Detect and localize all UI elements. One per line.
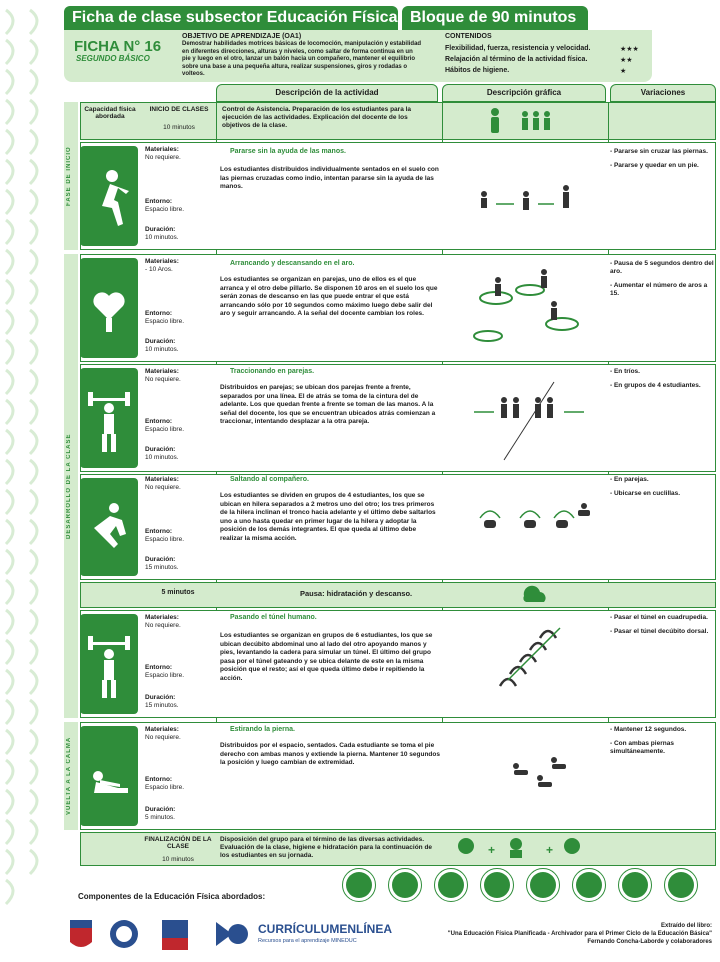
weightlifter-icon	[80, 368, 138, 468]
jumping-icon	[80, 478, 138, 576]
materials-label: Materiales:	[145, 726, 179, 733]
svg-text:+: +	[546, 843, 554, 857]
component-badge	[388, 868, 422, 902]
activity-graphic	[444, 748, 608, 798]
section-start-label: FASE DE INICIO	[66, 146, 72, 206]
page-title: Ficha de clase subsector Educación Física	[64, 6, 398, 30]
duration-value: 15 minutos.	[145, 564, 179, 571]
duration	[145, 446, 213, 462]
credit-line: Fernando Concha-Laborde y colaboradores	[587, 939, 712, 945]
space-value: Espacio libre.	[145, 784, 185, 791]
variations	[610, 726, 714, 762]
duration	[145, 694, 213, 710]
column-activity: Descripción de la actividad	[216, 84, 438, 102]
activity-title: Saltando al compañero.	[230, 476, 309, 483]
space	[145, 418, 213, 434]
materials-value: No requiere.	[145, 622, 181, 629]
variation-item: - Pararse y quedar en un pie.	[610, 162, 699, 169]
pause-text: Pausa: hidratación y descanso.	[300, 589, 413, 598]
space-label: Entorno:	[145, 664, 173, 671]
component-icon	[622, 872, 648, 898]
activity-text: Los estudiantes se dividen en grupos de 4 estudiantes, los que se ubican en hilera separados a 2 metros uno del otro; los tres primeros de la hilera inclinan el tronco hacia adelante y el último debe saltarlos uno a uno hasta quedar en primer lugar de la hilera y adoptar la posición de los demás integrantes. El que queda al último debe realizar la misma acción.	[220, 492, 436, 542]
water-icon	[520, 584, 550, 606]
objective-title: OBJETIVO DE APRENDIZAJE (OA1)	[182, 33, 302, 40]
materials-label: Materiales:	[145, 476, 179, 483]
variation-item: - En tríos.	[610, 368, 640, 375]
variation-item: - En grupos de 4 estudiantes.	[610, 382, 701, 389]
component-icon	[530, 872, 556, 898]
activity-title: Arrancando y descansando en el aro.	[230, 260, 355, 267]
space-label: Entorno:	[145, 310, 173, 317]
variations	[610, 260, 714, 304]
activity-text: Distribuidos en parejas; se ubican dos parejas frente a frente, separados por una línea. El de atrás se toma de la cintura del de adelante. Los que quedan frente a frente se toman de las manos. A la señal del docente, los que se encuentran ubicados atrás comienzan a traccionar, intentando desplazar a la otra pareja.	[220, 384, 436, 425]
space-value: Espacio libre.	[145, 536, 185, 543]
space-label: Entorno:	[145, 418, 173, 425]
heart-icon	[80, 258, 138, 358]
component-badge	[342, 868, 376, 902]
duration	[145, 556, 213, 572]
ind-logo	[110, 920, 138, 948]
space-value: Espacio libre.	[145, 206, 185, 213]
final-time: 10 minutos	[162, 856, 194, 863]
component-badge	[434, 868, 468, 902]
materials	[145, 368, 213, 384]
materials-label: Materiales:	[145, 258, 179, 265]
content-item: Relajación al término de la actividad física.	[445, 56, 588, 63]
activity-graphic	[444, 180, 608, 230]
variations	[610, 148, 714, 176]
activity-text: Los estudiantes distribuidos individualmente sentados en el suelo con las piernas cruzadas como indio, intentan pararse sin la ayuda de las manos.	[220, 166, 439, 190]
components-row	[342, 866, 720, 904]
space-label: Entorno:	[145, 776, 173, 783]
variation-item: - Pararse sin cruzar las piernas.	[610, 148, 708, 155]
component-icon	[668, 872, 694, 898]
credit-line: "Una Educación Física Planificada - Archivador para el Primer Ciclo de la Educación Básica"	[447, 931, 712, 937]
variation-item: - Pasar el túnel en cuadrupedia.	[610, 614, 708, 621]
duration-value: 10 minutos.	[145, 234, 179, 241]
ministerio-logo	[162, 920, 188, 950]
content-level: ★★	[620, 57, 633, 64]
materials-label: Materiales:	[145, 614, 179, 621]
activity-graphic	[444, 614, 608, 714]
component-badge	[618, 868, 652, 902]
space	[145, 310, 213, 326]
variations	[610, 476, 714, 504]
materials-value: No requiere.	[145, 376, 181, 383]
component-icon	[438, 872, 464, 898]
materials-label: Materiales:	[145, 146, 179, 153]
column-graphic: Descripción gráfica	[442, 84, 606, 102]
column-variations: Variaciones	[610, 84, 716, 102]
components-title: Componentes de la Educación Física abordados:	[78, 892, 266, 901]
section-development-label: DESARROLLO DE LA CLASE	[66, 433, 72, 539]
intro-graphic	[480, 106, 560, 136]
intro-text: Control de Asistencia. Preparación de los estudiantes para la ejecución de las actividades. Explicación del docente de los objetivos de la clase.	[222, 106, 412, 129]
intro-time: 10 minutos	[163, 124, 195, 131]
activity-title: Estirando la pierna.	[230, 726, 295, 733]
content-level: ★★★	[620, 46, 639, 53]
objective-text: Demostrar habilidades motrices básicas de locomoción, manipulación y estabilidad en diferentes direcciones, alturas y niveles, como saltar de forma continua en un pie y luego en el otro, lanzar un balón hacia un compañero, mantener el equilibrio sobre una base a una pequeña altura, realizar suspensiones, giros y rodadas o volteos.	[182, 41, 422, 77]
activity-text: Los estudiantes se organizan en grupos de 6 estudiantes, los que se ubican decúbito abdominal uno al lado del otro apoyando manos y pies, levantando la cadera para simular un túnel. El último del grupo pasa por el túnel gateando y se ubica delante de este en la misma posición que el resto; así el que queda último debe ir repitiendo la acción.	[220, 632, 433, 682]
space	[145, 664, 213, 680]
book-credit	[382, 922, 712, 946]
pause-time: 5 minutos	[161, 589, 195, 596]
space	[145, 776, 213, 792]
credit-line: Extraído del libro:	[660, 923, 712, 929]
activity-title: Traccionando en parejas.	[230, 368, 315, 375]
capacity-header: Capacidad física abordada	[84, 106, 136, 120]
variation-item: - Pausa de 5 segundos dentro del aro.	[610, 260, 714, 275]
component-badge	[526, 868, 560, 902]
activity-graphic	[444, 262, 608, 356]
final-text: Disposición del grupo para el término de las diversas actividades. Evaluación de la clase, higiene e hidratación para la continuación de los estudiantes en su jornada.	[220, 836, 433, 859]
curriculum-name: CURRÍCULUMENLÍNEA	[258, 922, 392, 936]
variation-item: - En parejas.	[610, 476, 649, 483]
duration-value: 10 minutos.	[145, 454, 179, 461]
duration-label: Duración:	[145, 806, 176, 813]
duration-value: 15 minutos.	[145, 702, 179, 709]
materials	[145, 146, 213, 162]
variation-item: - Con ambas piernas simultáneamente.	[610, 740, 674, 755]
variation-item: - Aumentar el número de aros a 15.	[610, 282, 708, 297]
component-icon	[346, 872, 372, 898]
component-icon	[484, 872, 510, 898]
running-icon	[80, 146, 138, 246]
materials-label: Materiales:	[145, 368, 179, 375]
space-value: Espacio libre.	[145, 426, 185, 433]
activity-text: Distribuidos por el espacio, sentados. Cada estudiante se toma el pie derecho con ambas manos y extiende la pierna. Mantener 10 segundos la posición y luego cambian de extremidad.	[220, 742, 440, 766]
activity-title: Pararse sin la ayuda de las manos.	[230, 148, 346, 155]
space	[145, 528, 213, 544]
component-badge	[664, 868, 698, 902]
stretching-icon	[80, 726, 138, 826]
materials	[145, 258, 213, 274]
space-value: Espacio libre.	[145, 672, 185, 679]
variations	[610, 614, 714, 642]
materials-value: No requiere.	[145, 484, 181, 491]
svg-text:+: +	[488, 843, 496, 857]
activity-text: Los estudiantes se organizan en parejas, uno de ellos es el que arranca y el otro debe pillarlo. Se disponen 10 aros en el suelo los que serán zonas de descanso en las que puede entrar el que está arrancando sólo por 10 segundos como máximo luego debe salir del aro y seguir arrancando. A la señal del docente cambian los roles.	[220, 276, 438, 317]
variation-item: - Pasar el túnel decúbito dorsal.	[610, 628, 709, 635]
activity-title: Pasando el túnel humano.	[230, 614, 317, 621]
variation-item: - Ubicarse en cuclillas.	[610, 490, 681, 497]
component-icon	[576, 872, 602, 898]
activity-graphic	[444, 494, 608, 544]
final-label: FINALIZACIÓN DE LA CLASE	[144, 836, 212, 850]
contents-title: CONTENIDOS	[445, 33, 492, 40]
duration-label: Duración:	[145, 338, 176, 345]
curriculum-logo	[216, 922, 248, 946]
duration-label: Duración:	[145, 556, 176, 563]
space-label: Entorno:	[145, 528, 173, 535]
duration-label: Duración:	[145, 446, 176, 453]
materials-value: - 10 Aros.	[145, 266, 173, 273]
duration-label: Duración:	[145, 226, 176, 233]
duration-label: Duración:	[145, 694, 176, 701]
content-item: Flexibilidad, fuerza, resistencia y velocidad.	[445, 45, 591, 52]
materials	[145, 476, 213, 492]
component-badge	[480, 868, 514, 902]
space	[145, 198, 213, 214]
materials	[145, 614, 213, 630]
school-level: SEGUNDO BÁSICO	[76, 54, 150, 63]
content-level: ★	[620, 68, 627, 75]
materials-value: No requiere.	[145, 154, 181, 161]
content-item: Hábitos de higiene.	[445, 67, 510, 74]
intro-label: INICIO DE CLASES	[149, 106, 209, 113]
variations	[610, 368, 714, 396]
duration-value: 10 minutos.	[145, 346, 179, 353]
component-badge	[572, 868, 606, 902]
ficha-number: FICHA N° 16	[74, 38, 162, 55]
component-icon	[392, 872, 418, 898]
curriculum-subtitle: Recursos para el aprendizaje MINEDUC	[258, 938, 357, 944]
block-title: Bloque de 90 minutos	[402, 6, 588, 30]
materials-value: No requiere.	[145, 734, 181, 741]
space-label: Entorno:	[145, 198, 173, 205]
space-value: Espacio libre.	[145, 318, 185, 325]
activity-graphic	[444, 372, 608, 468]
duration-value: 5 minutos.	[145, 814, 175, 821]
weightlifter-icon	[80, 614, 138, 714]
chile-seal-logo	[70, 920, 92, 947]
final-graphic	[446, 834, 606, 864]
section-calm-label: VUELTA A LA CALMA	[66, 736, 72, 816]
duration	[145, 338, 213, 354]
decorative-border	[0, 0, 62, 962]
materials	[145, 726, 213, 742]
duration	[145, 226, 213, 242]
duration	[145, 806, 213, 822]
variation-item: - Mantener 12 segundos.	[610, 726, 687, 733]
